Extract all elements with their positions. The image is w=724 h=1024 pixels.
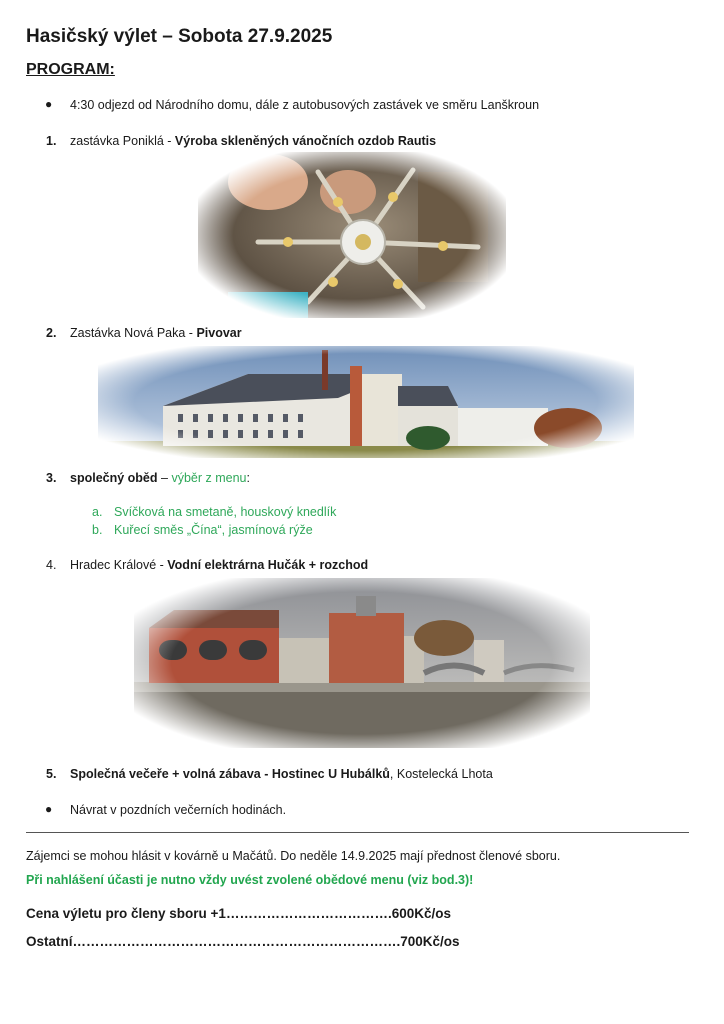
brewery-photo: [98, 346, 634, 458]
item-number: 5.: [46, 767, 57, 781]
page-title: Hasičský výlet – Sobota 27.9.2025: [26, 26, 333, 47]
menu-letter: a.: [92, 505, 103, 519]
menu-reminder: Při nahlášení účasti je nutno vždy uvést zvolené obědové menu (viz bod.3)!: [26, 873, 474, 887]
return-text: Návrat v pozdních večerních hodinách.: [70, 803, 287, 817]
bullet-dot: ●: [45, 97, 53, 111]
item-5-text: Společná večeře + volná zábava - Hostinec U Hubálků, Kostelecká Lhota: [70, 767, 493, 781]
item-4-text: Hradec Králové - Vodní elektrárna Hučák + rozchod: [70, 558, 369, 572]
item-3-text: společný oběd – výběr z menu:: [70, 471, 250, 485]
item-2-text: Zastávka Nová Paka - Pivovar: [70, 326, 242, 340]
item-number: 2.: [46, 326, 57, 340]
divider: [26, 832, 689, 833]
item-number: 4.: [46, 558, 57, 572]
item-number: 3.: [46, 471, 57, 485]
program-heading: PROGRAM:: [26, 61, 115, 78]
glass-ornament-photo: [198, 152, 506, 318]
hydro-power-plant-photo: [134, 578, 590, 748]
item-1-text: zastávka Poniklá - Výroba skleněných vánočních ozdob Rautis: [70, 134, 437, 148]
price-others: Ostatní……………………………………………………………….700Kč/os: [26, 934, 460, 949]
price-members: Cena výletu pro členy sboru +1……………………………….600Kč/os: [26, 906, 451, 921]
item-number: 1.: [46, 134, 57, 148]
bullet-dot: ●: [45, 802, 53, 816]
menu-option-b: Kuřecí směs „Čína“, jasmínová rýže: [114, 523, 313, 537]
departure-text: 4:30 odjezd od Národního domu, dále z autobusových zastávek ve směru Lanškroun: [70, 98, 540, 112]
signup-note: Zájemci se mohou hlásit v kovárně u Mačátů. Do neděle 14.9.2025 mají přednost členové sboru.: [26, 849, 561, 863]
menu-letter: b.: [92, 523, 103, 537]
menu-option-a: Svíčková na smetaně, houskový knedlík: [114, 505, 337, 519]
